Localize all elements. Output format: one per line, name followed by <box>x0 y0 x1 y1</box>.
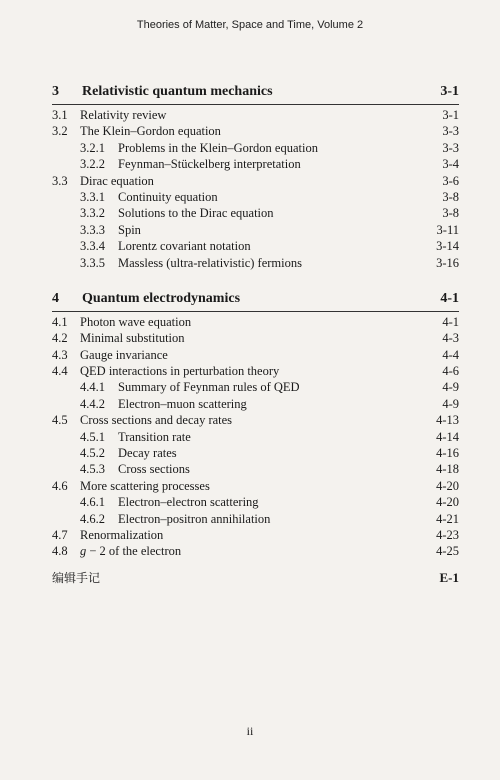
entry-page: 3-14 <box>436 239 459 254</box>
entry-page: 3-3 <box>442 124 459 139</box>
entry-number: 4.5 <box>52 413 68 428</box>
toc-subsection-entry[interactable] <box>52 511 459 527</box>
entry-page: 4-9 <box>442 396 459 411</box>
entry-page: 3-6 <box>442 173 459 188</box>
entry-page: 4-6 <box>442 364 459 379</box>
entry-title: Relativity review <box>80 108 167 122</box>
entry-page: 4-21 <box>436 511 459 526</box>
entry-title: Electron–muon scattering <box>118 396 247 411</box>
entry-number: 3.3.1 <box>80 189 105 204</box>
toc-subsection-entry[interactable] <box>52 494 459 510</box>
entry-title: Cross sections <box>118 462 190 477</box>
entry-title: g − 2 of the electron <box>80 544 182 559</box>
entry-page: 4-1 <box>442 314 459 329</box>
toc-section-entry[interactable] <box>52 347 459 363</box>
entry-number: 3.3 <box>52 173 68 188</box>
toc-section-entry[interactable] <box>52 543 459 559</box>
entry-number: 3.2.1 <box>80 140 105 155</box>
entry-page: 4-13 <box>436 413 459 428</box>
entry-title: Massless (ultra-relativistic) fermions <box>118 255 302 270</box>
entry-title: Gauge invariance <box>80 347 168 362</box>
entry-page: 3-8 <box>442 206 459 221</box>
entry-page: 4-14 <box>436 429 459 444</box>
entry-number: 4.8 <box>52 544 68 559</box>
toc-section-entry[interactable] <box>52 107 459 123</box>
entry-page: 4-20 <box>436 478 459 493</box>
entry-number: 4.4.1 <box>80 380 105 395</box>
entry-number: 4.4.2 <box>80 396 105 411</box>
entry-title: Spin <box>118 222 141 237</box>
entry-number: 4.4 <box>52 364 68 379</box>
entry-page: 3-1 <box>442 108 459 122</box>
entry-title: Transition rate <box>118 429 191 444</box>
entry-number: 4.3 <box>52 347 68 362</box>
toc-subsection-entry[interactable] <box>52 189 459 205</box>
toc-section-entry[interactable] <box>52 123 459 139</box>
entry-page: 3-8 <box>442 189 459 204</box>
toc-subsection-entry[interactable] <box>52 379 459 395</box>
entry-page: 4-23 <box>436 527 459 542</box>
table-of-contents <box>52 80 459 588</box>
toc-subsection-entry[interactable] <box>52 222 459 238</box>
entry-title: QED interactions in perturbation theory <box>80 364 280 379</box>
entry-title: Electron–positron annihilation <box>118 511 271 526</box>
entry-title: Continuity equation <box>118 189 218 204</box>
entry-page: 4-9 <box>442 380 459 395</box>
entry-number: 3.3.3 <box>80 222 105 237</box>
entry-title: More scattering processes <box>80 478 210 493</box>
entry-page: 4-16 <box>436 446 459 461</box>
chapter-rule <box>52 311 459 312</box>
page-folio: ii <box>246 724 254 738</box>
chapter-page: 3-1 <box>440 84 459 99</box>
entry-number: 3.3.4 <box>80 239 105 254</box>
entry-number: 4.6 <box>52 478 68 493</box>
entry-title: Summary of Feynman rules of QED <box>118 380 300 395</box>
toc-subsection-entry[interactable] <box>52 156 459 172</box>
chapter-heading[interactable] <box>52 287 459 311</box>
entry-title: Renormalization <box>80 527 164 542</box>
entry-page: 3-3 <box>442 140 459 155</box>
entry-title: Decay rates <box>118 446 177 461</box>
entry-number: 3.3.5 <box>80 255 105 270</box>
entry-title: Problems in the Klein–Gordon equation <box>118 140 318 155</box>
toc-subsection-entry[interactable] <box>52 461 459 477</box>
toc-section-entry[interactable] <box>52 412 459 428</box>
entry-page: 4-20 <box>436 495 459 510</box>
entry-number: 3.3.2 <box>80 206 105 221</box>
entry-number: 4.5.1 <box>80 429 105 444</box>
entry-title: Photon wave equation <box>80 314 192 329</box>
entry-number: 4.1 <box>52 314 68 329</box>
entry-title: Feynman–Stückelberg interpretation <box>118 157 301 172</box>
toc-subsection-entry[interactable] <box>52 255 459 271</box>
entry-page: 4-18 <box>436 462 459 477</box>
entry-title: Electron–electron scattering <box>118 495 259 510</box>
chapter-page: 4-1 <box>440 290 459 306</box>
entry-page: 4-4 <box>442 347 459 362</box>
running-head: Theories of Matter, Space and Time, Volume 2 <box>136 19 364 31</box>
entry-page: 4-25 <box>436 544 459 559</box>
editor-note-title: 编辑手记 <box>52 570 101 585</box>
entry-number: 4.2 <box>52 331 68 346</box>
entry-number: 3.2 <box>52 124 68 139</box>
entry-number: 4.6.2 <box>80 511 105 526</box>
toc-section-entry[interactable] <box>52 363 459 379</box>
entry-title: Solutions to the Dirac equation <box>118 206 274 221</box>
entry-number: 4.6.1 <box>80 495 105 510</box>
toc-subsection-entry[interactable] <box>52 445 459 461</box>
chapter-number: 3 <box>52 84 59 99</box>
chapter-number: 4 <box>52 290 59 306</box>
entry-number: 4.5.2 <box>80 446 105 461</box>
chapter-gap <box>52 271 459 287</box>
toc-section-entry[interactable] <box>52 527 459 543</box>
chapter-title: Quantum electrodynamics <box>82 290 241 306</box>
editor-note-entry[interactable] <box>52 568 459 588</box>
chapter-heading[interactable] <box>52 80 459 104</box>
entry-number: 3.1 <box>52 108 68 122</box>
entry-page: 3-11 <box>436 222 459 237</box>
entry-title: Cross sections and decay rates <box>80 413 233 428</box>
entry-title: The Klein–Gordon equation <box>80 124 221 139</box>
editor-note-page: E-1 <box>439 569 459 585</box>
entry-page: 4-3 <box>442 331 459 346</box>
toc-section-entry[interactable] <box>52 330 459 346</box>
entry-page: 3-4 <box>442 157 459 172</box>
entry-number: 4.7 <box>52 527 68 542</box>
entry-number: 3.2.2 <box>80 157 105 172</box>
toc-subsection-entry[interactable] <box>52 429 459 445</box>
toc-section-entry[interactable] <box>52 173 459 189</box>
chapter-title: Relativistic quantum mechanics <box>82 84 273 99</box>
toc-subsection-entry[interactable] <box>52 205 459 221</box>
entry-title: Lorentz covariant notation <box>118 239 251 254</box>
entry-page: 3-16 <box>436 255 459 270</box>
toc-body <box>52 80 459 560</box>
toc-subsection-entry[interactable] <box>52 396 459 412</box>
toc-section-entry[interactable] <box>52 314 459 330</box>
entry-number: 4.5.3 <box>80 462 105 477</box>
toc-subsection-entry[interactable] <box>52 238 459 254</box>
entry-title: Minimal substitution <box>80 331 185 346</box>
toc-section-entry[interactable] <box>52 478 459 494</box>
toc-subsection-entry[interactable] <box>52 140 459 156</box>
chapter-rule <box>52 104 459 105</box>
entry-title: Dirac equation <box>80 173 154 188</box>
